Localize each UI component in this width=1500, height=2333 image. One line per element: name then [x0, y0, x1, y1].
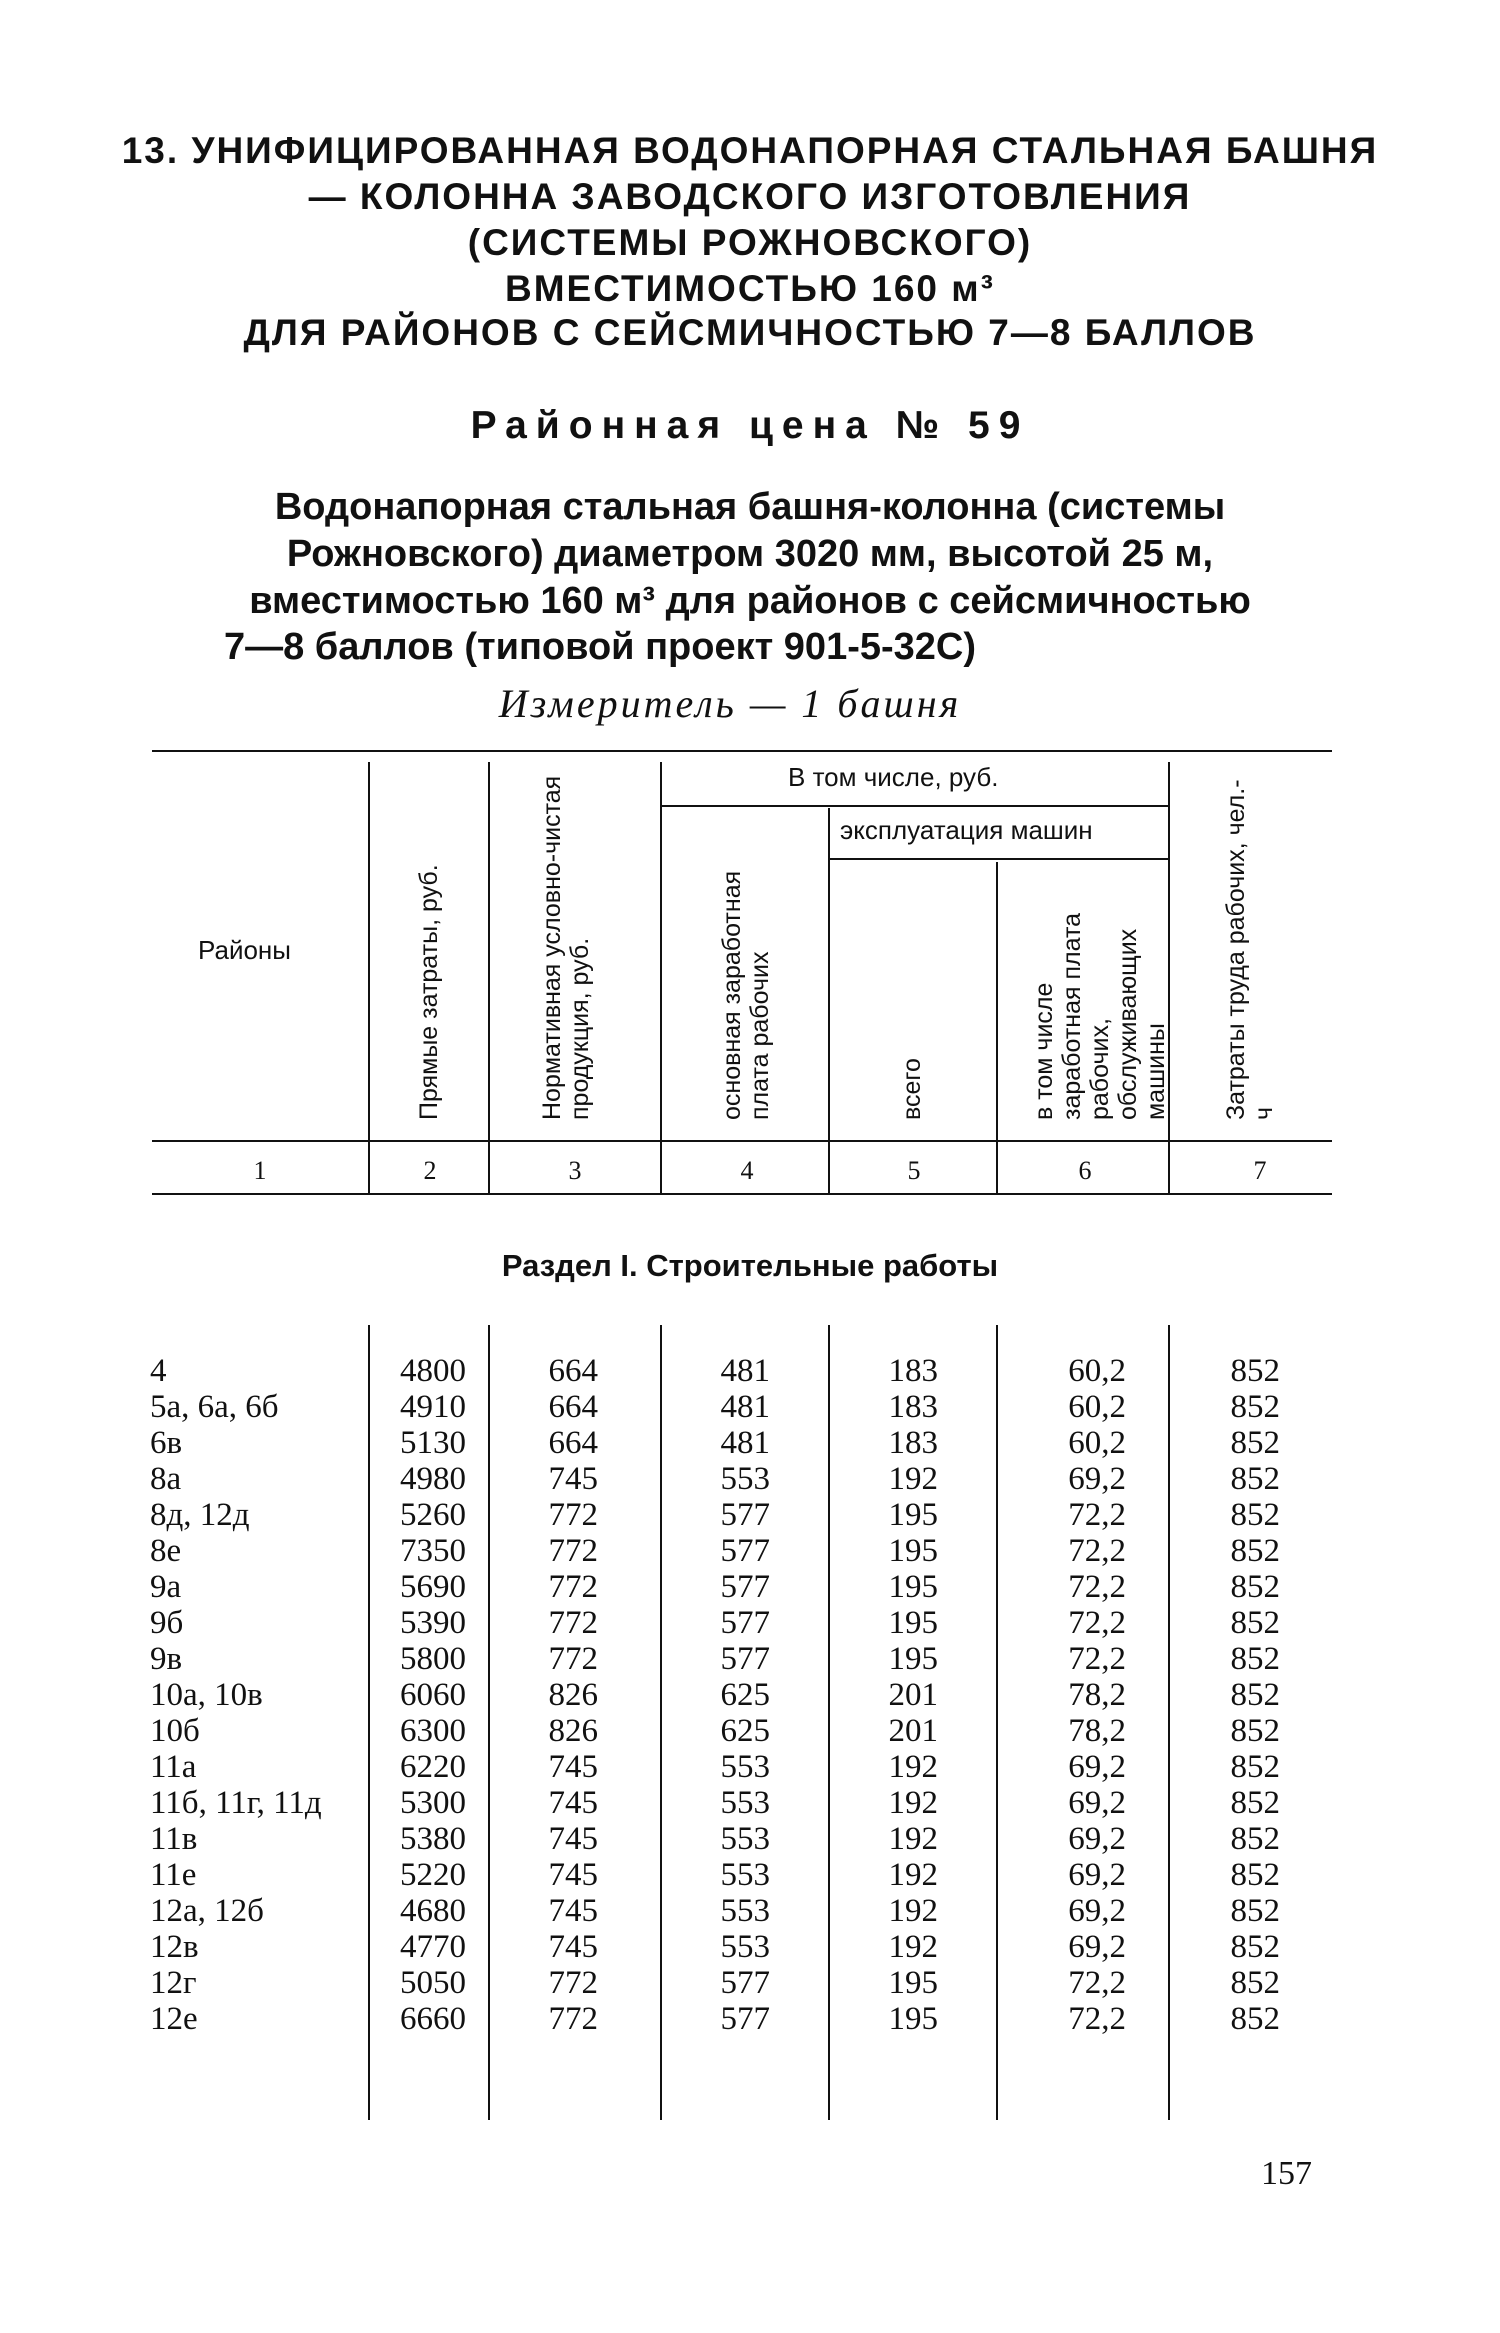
table-cell-labor: 852 [1230, 1425, 1280, 1461]
header-labor: Затраты труда рабочих, чел.-ч [1222, 779, 1278, 1120]
table-cell-region: 8д, 12д [150, 1497, 250, 1533]
heading-line-1: 13. УНИФИЦИРОВАННАЯ ВОДОНАПОРНАЯ СТАЛЬНАЯ БАШНЯ [121, 130, 1379, 171]
table-cell-direct: 5130 [400, 1425, 466, 1461]
table-cell-norm: 772 [548, 1533, 598, 1569]
table-cell-region: 9а [150, 1569, 182, 1605]
table-cell-wage: 577 [720, 1569, 770, 1605]
table-cell-norm: 772 [548, 1965, 598, 2001]
table-cell-mach-wage: 72,2 [1068, 1641, 1126, 1677]
table-cell-mach-wage: 69,2 [1068, 1749, 1126, 1785]
heading-line-4: ВМЕСТИМОСТЬЮ 160 м³ [505, 268, 995, 309]
header-divider-5 [996, 862, 998, 1194]
header-divider-4 [828, 808, 830, 1194]
header-normative-product: Нормативная условно-чистая продукция, руб. [538, 775, 594, 1120]
table-cell-mach: 201 [888, 1677, 938, 1713]
description-line-2: Рожновского) диаметром 3020 мм, высотой 25 м, [286, 533, 1214, 575]
table-cell-mach-wage: 72,2 [1068, 1965, 1126, 2001]
table-cell-norm: 745 [548, 1821, 598, 1857]
table-cell-mach-wage: 69,2 [1068, 1461, 1126, 1497]
numbers-bottom-rule [152, 1193, 1332, 1195]
table-cell-mach-wage: 69,2 [1068, 1857, 1126, 1893]
table-cell-norm: 772 [548, 1605, 598, 1641]
subgroup-rule [830, 858, 1168, 860]
header-base-wage: основная заработная плата рабочих [718, 870, 774, 1120]
table-cell-direct: 4910 [400, 1389, 466, 1425]
table-cell-mach: 192 [888, 1749, 938, 1785]
table-cell-mach: 192 [888, 1857, 938, 1893]
header-group: В том числе, руб. [788, 762, 999, 792]
table-cell-norm: 772 [548, 1641, 598, 1677]
table-cell-mach-wage: 72,2 [1068, 1533, 1126, 1569]
header-direct-costs: Прямые затраты, руб. [415, 864, 443, 1120]
table-cell-wage: 577 [720, 2001, 770, 2037]
column-number-6: 6 [1078, 1156, 1092, 1185]
table-cell-direct: 5380 [400, 1821, 466, 1857]
description-line-3: вместимостью 160 м³ для районов с сейсмичностью [249, 580, 1251, 622]
heading-line-2: — КОЛОННА ЗАВОДСКОГО ИЗГОТОВЛЕНИЯ [308, 176, 1192, 217]
table-cell-labor: 852 [1230, 1713, 1280, 1749]
table-cell-mach: 192 [888, 1929, 938, 1965]
table-cell-norm: 745 [548, 1461, 598, 1497]
table-cell-direct: 5300 [400, 1785, 466, 1821]
table-cell-wage: 625 [720, 1713, 770, 1749]
table-cell-norm: 745 [548, 1749, 598, 1785]
table-cell-direct: 4980 [400, 1461, 466, 1497]
page-number: 157 [1261, 2155, 1312, 2192]
table-cell-region: 12е [150, 2001, 198, 2037]
table-cell-mach-wage: 60,2 [1068, 1353, 1126, 1389]
heading-line-3: (СИСТЕМЫ РОЖНОВСКОГО) [467, 222, 1033, 263]
header-machines-wage: в том числе заработная плата рабочих, обслуживающих машины [1030, 912, 1170, 1120]
table-cell-wage: 553 [720, 1461, 770, 1497]
header-machines-total: всего [898, 1058, 926, 1120]
table-top-rule [152, 750, 1332, 752]
table-cell-labor: 852 [1230, 1965, 1280, 2001]
table-cell-labor: 852 [1230, 1461, 1280, 1497]
table-cell-region: 4 [150, 1353, 167, 1389]
table-cell-norm: 772 [548, 1569, 598, 1605]
group-rule [662, 805, 1168, 807]
column-number-7: 7 [1253, 1156, 1267, 1185]
table-cell-mach: 195 [888, 1533, 938, 1569]
table-cell-mach: 183 [888, 1425, 938, 1461]
table-cell-labor: 852 [1230, 1893, 1280, 1929]
table-cell-norm: 826 [548, 1677, 598, 1713]
table-cell-wage: 553 [720, 1821, 770, 1857]
header-divider-1 [368, 762, 370, 1194]
table-cell-region: 9б [150, 1605, 184, 1641]
table-cell-region: 12а, 12б [150, 1893, 264, 1929]
table-cell-labor: 852 [1230, 1857, 1280, 1893]
table-cell-region: 9в [150, 1641, 183, 1677]
table-cell-labor: 852 [1230, 1497, 1280, 1533]
table-cell-mach-wage: 60,2 [1068, 1425, 1126, 1461]
table-cell-norm: 664 [548, 1353, 598, 1389]
table-cell-direct: 5800 [400, 1641, 466, 1677]
table-cell-norm: 772 [548, 1497, 598, 1533]
table-cell-direct: 6220 [400, 1749, 466, 1785]
table-cell-region: 12в [150, 1929, 199, 1965]
table-cell-wage: 577 [720, 1641, 770, 1677]
table-cell-mach: 195 [888, 1605, 938, 1641]
table-cell-norm: 745 [548, 1785, 598, 1821]
table-cell-labor: 852 [1230, 1749, 1280, 1785]
table-cell-mach-wage: 72,2 [1068, 2001, 1126, 2037]
table-cell-direct: 4800 [400, 1353, 466, 1389]
table-cell-direct: 6060 [400, 1677, 466, 1713]
table-cell-mach-wage: 78,2 [1068, 1713, 1126, 1749]
table-cell-wage: 553 [720, 1929, 770, 1965]
table-cell-wage: 577 [720, 1965, 770, 2001]
table-cell-region: 12г [150, 1965, 197, 2001]
table-cell-norm: 826 [548, 1713, 598, 1749]
header-bottom-rule [152, 1140, 1332, 1142]
table-cell-region: 11б, 11г, 11д [150, 1785, 322, 1821]
table-cell-direct: 5690 [400, 1569, 466, 1605]
table-cell-norm: 745 [548, 1929, 598, 1965]
table-cell-labor: 852 [1230, 1533, 1280, 1569]
table-cell-wage: 481 [720, 1353, 770, 1389]
table-cell-mach: 201 [888, 1713, 938, 1749]
table-cell-direct: 5390 [400, 1605, 466, 1641]
table-cell-norm: 745 [548, 1857, 598, 1893]
table-cell-mach: 195 [888, 1641, 938, 1677]
table-cell-region: 8а [150, 1461, 182, 1497]
table-cell-direct: 4680 [400, 1893, 466, 1929]
table-cell-mach-wage: 69,2 [1068, 1929, 1126, 1965]
table-cell-mach-wage: 69,2 [1068, 1785, 1126, 1821]
column-number-2: 2 [423, 1156, 437, 1185]
table-cell-wage: 577 [720, 1605, 770, 1641]
table-cell-mach: 192 [888, 1461, 938, 1497]
table-cell-mach-wage: 72,2 [1068, 1497, 1126, 1533]
table-cell-region: 11е [150, 1857, 197, 1893]
table-cell-wage: 553 [720, 1749, 770, 1785]
table-cell-wage: 577 [720, 1497, 770, 1533]
table-cell-wage: 625 [720, 1677, 770, 1713]
meter: Измеритель — 1 башня [498, 681, 962, 726]
table-cell-wage: 553 [720, 1857, 770, 1893]
table-cell-direct: 4770 [400, 1929, 466, 1965]
description-line-4: 7—8 баллов (типовой проект 901-5-32С) [223, 626, 977, 668]
table-cell-labor: 852 [1230, 1569, 1280, 1605]
table-cell-labor: 852 [1230, 1929, 1280, 1965]
table-cell-direct: 6660 [400, 2001, 466, 2037]
column-number-1: 1 [253, 1156, 267, 1185]
table-cell-region: 5а, 6а, 6б [150, 1389, 279, 1425]
header-subgroup: эксплуатация машин [840, 815, 1093, 845]
table-cell-mach: 195 [888, 1497, 938, 1533]
table-cell-norm: 745 [548, 1893, 598, 1929]
table-cell-region: 10б [150, 1713, 200, 1749]
header-divider-3 [660, 762, 662, 1194]
table-cell-labor: 852 [1230, 1389, 1280, 1425]
table-cell-mach: 192 [888, 1893, 938, 1929]
header-divider-6 [1168, 762, 1170, 1194]
table-cell-mach-wage: 78,2 [1068, 1677, 1126, 1713]
table-cell-wage: 481 [720, 1389, 770, 1425]
table-cell-mach-wage: 72,2 [1068, 1569, 1126, 1605]
table-cell-labor: 852 [1230, 1605, 1280, 1641]
table-cell-region: 11в [150, 1821, 198, 1857]
table-cell-wage: 577 [720, 1533, 770, 1569]
heading-line-5: ДЛЯ РАЙОНОВ С СЕЙСМИЧНОСТЬЮ 7—8 БАЛЛОВ [243, 312, 1257, 353]
table-cell-mach: 192 [888, 1821, 938, 1857]
table-cell-direct: 7350 [400, 1533, 466, 1569]
table-cell-direct: 5220 [400, 1857, 466, 1893]
table-cell-mach-wage: 72,2 [1068, 1605, 1126, 1641]
table-cell-labor: 852 [1230, 2001, 1280, 2037]
table-cell-mach: 195 [888, 2001, 938, 2037]
table-cell-direct: 5050 [400, 1965, 466, 2001]
table-cell-mach: 183 [888, 1353, 938, 1389]
table-cell-mach: 195 [888, 1965, 938, 2001]
table-cell-norm: 664 [548, 1389, 598, 1425]
table-cell-mach: 195 [888, 1569, 938, 1605]
table-cell-norm: 664 [548, 1425, 598, 1461]
table-cell-mach-wage: 69,2 [1068, 1893, 1126, 1929]
table-cell-mach-wage: 69,2 [1068, 1821, 1126, 1857]
table-cell-wage: 481 [720, 1425, 770, 1461]
column-number-4: 4 [740, 1156, 754, 1185]
header-divider-2 [488, 762, 490, 1194]
column-number-5: 5 [907, 1156, 921, 1185]
table-cell-labor: 852 [1230, 1641, 1280, 1677]
table-cell-region: 10а, 10в [150, 1677, 263, 1713]
description-line-1: Водонапорная стальная башня-колонна (системы [274, 486, 1226, 528]
table-cell-labor: 852 [1230, 1785, 1280, 1821]
section-title: Раздел I. Строительные работы [501, 1248, 999, 1283]
table-cell-labor: 852 [1230, 1821, 1280, 1857]
table-cell-region: 11а [150, 1749, 197, 1785]
table-cell-direct: 5260 [400, 1497, 466, 1533]
table-cell-labor: 852 [1230, 1677, 1280, 1713]
price-title: Районная цена № 59 [470, 404, 1030, 447]
header-regions: Районы [198, 935, 291, 965]
table-cell-mach: 183 [888, 1389, 938, 1425]
table-cell-direct: 6300 [400, 1713, 466, 1749]
table-cell-mach-wage: 60,2 [1068, 1389, 1126, 1425]
table-cell-region: 6в [150, 1425, 183, 1461]
table-cell-labor: 852 [1230, 1353, 1280, 1389]
table-cell-region: 8е [150, 1533, 182, 1569]
table-cell-wage: 553 [720, 1785, 770, 1821]
column-number-3: 3 [568, 1156, 582, 1185]
table-cell-wage: 553 [720, 1893, 770, 1929]
table-cell-norm: 772 [548, 2001, 598, 2037]
table-cell-mach: 192 [888, 1785, 938, 1821]
